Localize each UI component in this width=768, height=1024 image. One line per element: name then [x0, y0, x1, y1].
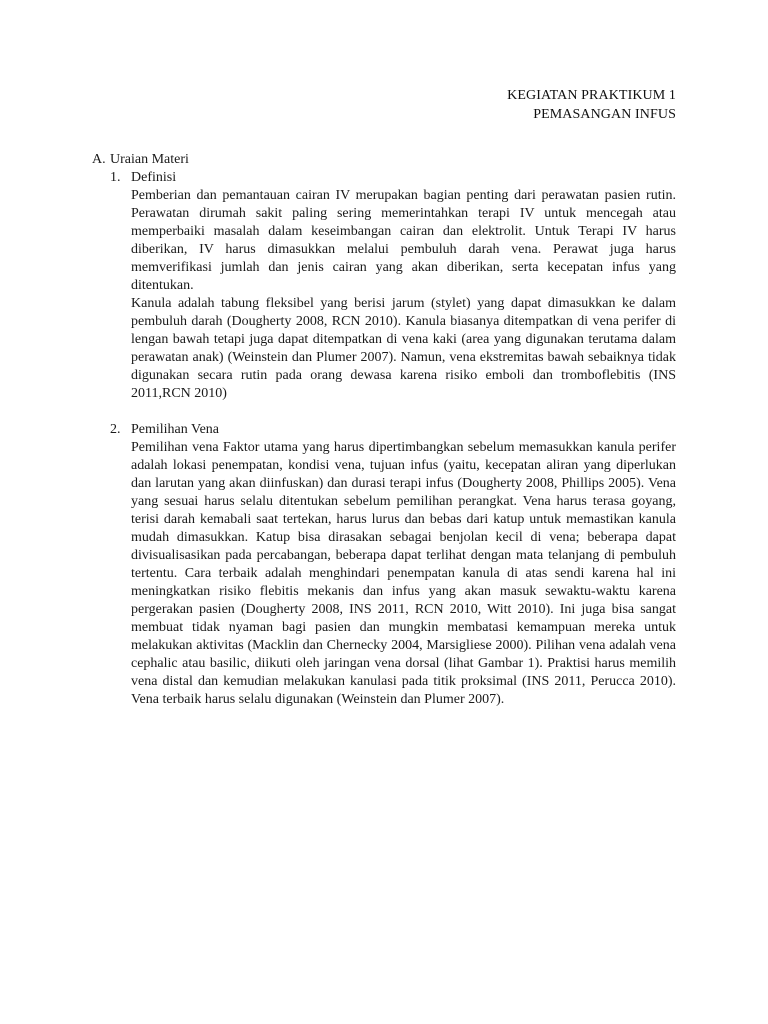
section-a-letter: A. [92, 152, 106, 167]
subsection-pemilihan-vena [92, 421, 676, 709]
subsection-definisi [92, 169, 676, 403]
subsection-number: 2. [110, 422, 121, 437]
subsection-number: 1. [110, 170, 121, 185]
subsection-pemilihan-vena-heading [110, 421, 676, 439]
subsection-title: Definisi [131, 170, 177, 185]
header-title-line1: KEGIATAN PRAKTIKUM 1 [507, 88, 676, 103]
paragraph-definisi-1: Pemberian dan pemantauan cairan IV merupakan bagian penting dari perawatan pasien rutin. Perawatan dirumah sakit paling sering memerintahkan terapi IV untuk mencegah atau memperbaiki masalah dalam keseimbangan cairan dan elektrolit. Untuk Terapi IV harus diberikan, IV harus dimasukkan melalui pembuluh darah vena. Perawat juga harus memverifikasi jumlah dan jenis cairan yang akan diberikan, serta kecepatan infus yang ditentukan. [131, 188, 676, 293]
paragraph-pemilihan-vena-1: Pemilihan vena Faktor utama yang harus dipertimbangkan sebelum memasukkan kanula perifer adalah lokasi penempatan, kondisi vena, tujuan infus (yaitu, kecepatan aliran yang diperlukan dan larutan yang akan diinfuskan) dan durasi terapi infus (Dougherty 2008, Phillips 2005). Vena yang sesuai harus selalu ditentukan sebelum pemilihan perangkat. Vena harus terasa goyang, terisi darah kemabali saat tertekan, harus lurus dan bebas dari katup untuk memastikan kanula mudah dimasukkan. Katup bisa dirasakan sebagai benjolan kecil di vena; beberapa dapat divisualisasikan pada percabangan, beberapa dapat terlihat dengan mata telanjang di pembuluh tertentu. Cara terbaik adalah menghindari penempatan kanula di atas sendi karena hal ini meningkatkan risiko flebitis mekanis dan infus yang akan masuk sewaktu-waktu karena pergerakan pasien (Dougherty 2008, INS 2011, RCN 2010, Witt 2010). Ini juga bisa sangat membuat tidak nyaman bagi pasien dan mungkin membatasi kemampuan mereka untuk melakukan aktivitas (Macklin dan Chernecky 2004, Marsigliese 2000). Pilihan vena adalah vena cephalic atau basilic, diikuti oleh jaringan vena dorsal (lihat Gambar 1). Praktisi harus memilih vena distal dan kemudian melakukan kanulasi pada titik proksimal (INS 2011, Perucca 2010). Vena terbaik harus selalu digunakan (Weinstein dan Plumer 2007). [131, 440, 676, 707]
subsection-title: Pemilihan Vena [131, 422, 220, 437]
subsection-definisi-heading [110, 169, 676, 187]
document-header [92, 86, 676, 124]
header-title-line2: PEMASANGAN INFUS [533, 107, 676, 122]
section-spacer [92, 403, 676, 421]
section-a-title: Uraian Materi [110, 152, 189, 167]
paragraph-definisi-2: Kanula adalah tabung fleksibel yang berisi jarum (stylet) yang dapat dimasukkan ke dalam pembuluh darah (Dougherty 2008, RCN 2010). Kanula biasanya ditempatkan di vena perifer di lengan bawah tetapi juga dapat ditempatkan di vena kaki (area yang digunakan terutama dalam perawatan anak) (Weinstein dan Plumer 2007). Namun, vena ekstremitas bawah sebaiknya tidak digunakan secara rutin pada orang dewasa karena risiko emboli dan tromboflebitis (INS 2011,RCN 2010) [131, 296, 676, 401]
section-uraian-materi [92, 151, 676, 709]
section-a-heading [92, 151, 676, 169]
